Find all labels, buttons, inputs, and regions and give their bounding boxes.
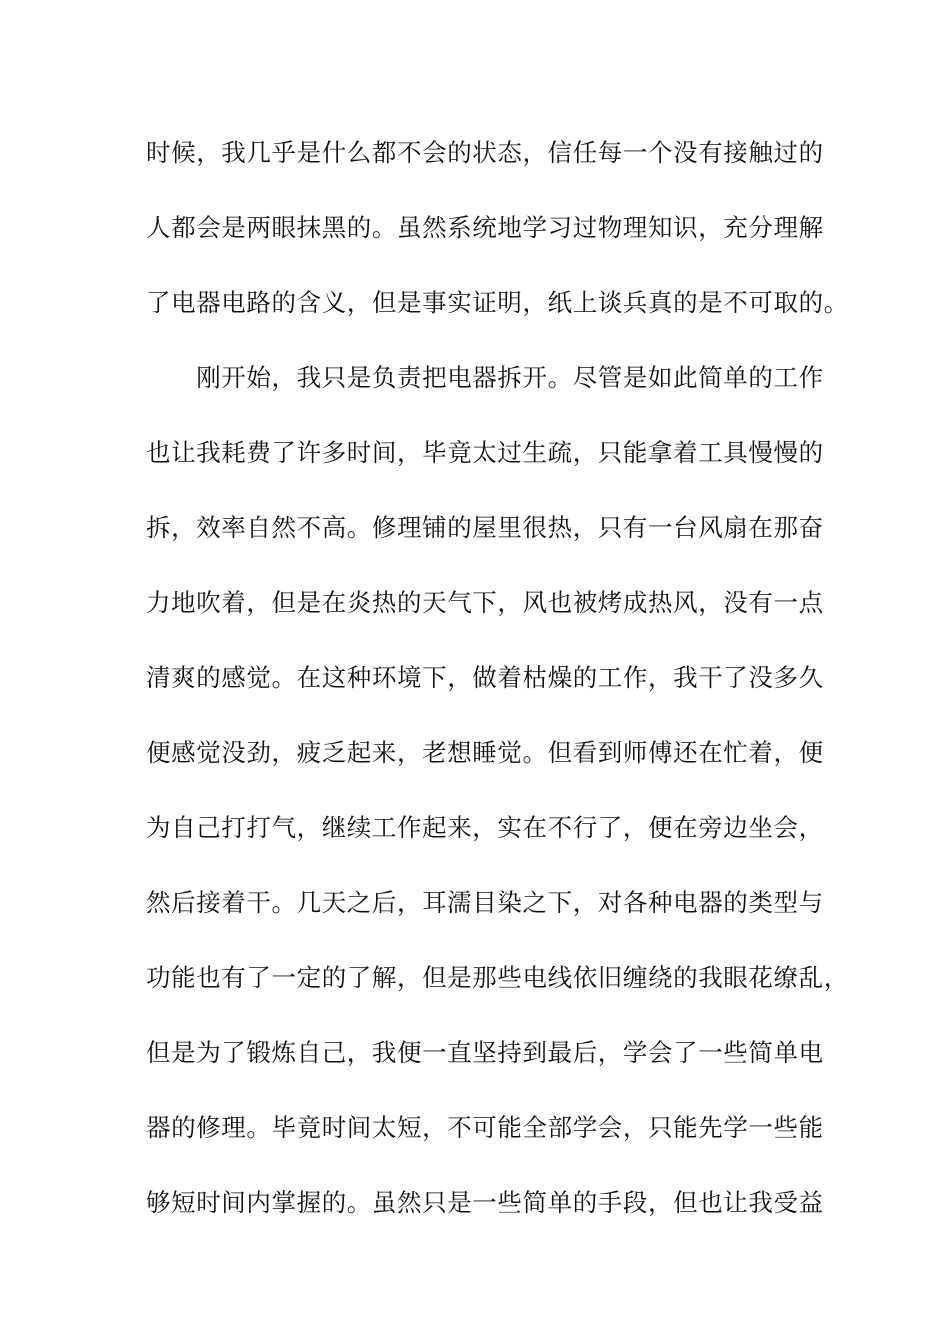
text-line: 了电器电路的含义，但是事实证明，纸上谈兵真的是不可取的。 xyxy=(146,288,849,317)
text-line: 也让我耗费了许多时间，毕竟太过生疏，只能拿着工具慢慢的 xyxy=(146,438,824,467)
text-line: 时候，我几乎是什么都不会的状态，信任每一个没有接触过的 xyxy=(146,138,824,167)
text-line: 刚开始，我只是负责把电器拆开。尽管是如此简单的工作 xyxy=(146,363,824,392)
text-line: 然后接着干。几天之后，耳濡目染之下，对各种电器的类型与 xyxy=(146,888,824,917)
text-line: 功能也有了一定的了解，但是那些电线依旧缠绕的我眼花缭乱， xyxy=(146,963,849,992)
text-line: 够短时间内掌握的。虽然只是一些简单的手段，但也让我受益 xyxy=(146,1188,824,1217)
text-line: 清爽的感觉。在这种环境下，做着枯燥的工作，我干了没多久 xyxy=(146,663,824,692)
text-line: 拆，效率自然不高。修理铺的屋里很热，只有一台风扇在那奋 xyxy=(146,513,824,542)
body-text xyxy=(146,128,849,1253)
text-line: 力地吹着，但是在炎热的天气下，风也被烤成热风，没有一点 xyxy=(146,588,824,617)
text-line: 便感觉没劲，疲乏起来，老想睡觉。但看到师傅还在忙着，便 xyxy=(146,738,824,767)
text-line: 器的修理。毕竟时间太短，不可能全部学会，只能先学一些能 xyxy=(146,1113,824,1142)
text-line: 但是为了锻炼自己，我便一直坚持到最后，学会了一些简单电 xyxy=(146,1038,824,1067)
text-line: 为自己打打气，继续工作起来，实在不行了，便在旁边坐会， xyxy=(146,813,824,842)
text-line: 人都会是两眼抹黑的。虽然系统地学习过物理知识，充分理解 xyxy=(146,213,824,242)
